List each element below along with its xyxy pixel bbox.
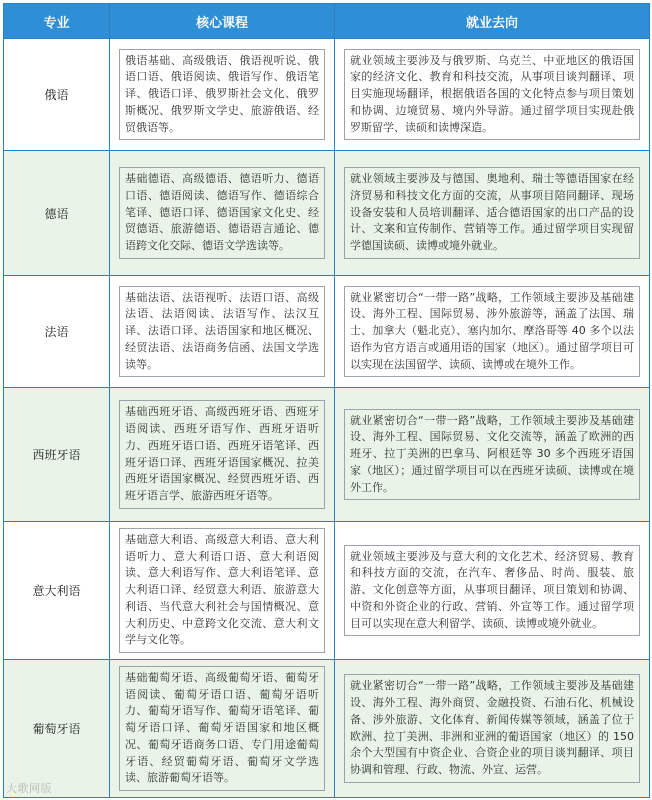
career-text: 就业领域主要涉及与意大利的文化艺术、经济贸易、教育和科技方面的交流，在汽车、奢侈品、时尚、服装、旅游、文化创意等方面，从事项目翻译、项目策划和协调、中资和外资企业的行政、营销、外宣等工作。通过留学项目可以实现在意大利留学、读硕、读博或境外就业。 (344, 545, 640, 637)
courses-cell (110, 522, 335, 660)
courses-cell (110, 388, 335, 522)
table-row-german (4, 151, 650, 276)
header-career: 就业去向 (335, 4, 650, 39)
courses-cell (110, 276, 335, 388)
table-row-italian (4, 522, 650, 660)
career-text: 就业领域主要涉及与德国、奥地利、瑞士等德语国家在经济贸易和科技文化方面的交流，从事项目陪同翻译、现场设备安装和人员培训翻译、适合德语国家的出口产品的设计、文案和宣传制作、营销等工作。通过留学项目实现留学德国读硕、读博或境外就业。 (344, 167, 640, 259)
major-cell: 法语 (4, 276, 110, 388)
table-row-spanish (4, 388, 650, 522)
career-text: 就业领域主要涉及与俄罗斯、乌克兰、中亚地区的俄语国家的经济文化、教育和科技交流，从事项目谈判翻译、项目实施现场翻译，根据俄语各国的文化特点参与项目策划和协调、边境贸易、境内外导游。通过留学项目实现赴俄罗斯留学、读硕和读博深造。 (344, 49, 640, 141)
table-header-row (4, 4, 650, 39)
courses-cell (110, 660, 335, 798)
courses-cell (110, 39, 335, 151)
courses-text: 基础意大利语、高级意大利语、意大利语听力、意大利语口语、意大利语阅读、意大利语写作、意大利语笔译、意大利语口译、经贸意大利语、旅游意大利语、当代意大利社会与国情概况、意大利历史、中意跨文化交流、意大利文学与文化等。 (119, 528, 325, 653)
career-cell (335, 151, 650, 276)
table-row-french (4, 276, 650, 388)
career-text: 就业紧密切合“一带一路”战略，工作领域主要涉及基础建设、海外工程、海外商贸、金融投资、石油石化、机械设备、涉外旅游、文化体育、新闻传媒等领域，涵盖了位于欧洲、拉丁美洲、非洲和亚洲的葡语国家（地区）的 150 余个大型国有中资企业、合资企业的项目谈判翻译、项目协调和管理、行政、物流、外宣、运营。 (344, 674, 640, 782)
courses-text: 基础法语、法语视听、法语口语、高级法语、法语阅读、法语写作、法汉互译、法语口译、法语国家和地区概况、经贸法语、法语商务信函、法国文学选读等。 (119, 286, 325, 378)
career-cell (335, 522, 650, 660)
career-cell (335, 660, 650, 798)
header-major: 专业 (4, 4, 110, 39)
major-cell: 西班牙语 (4, 388, 110, 522)
career-text: 就业紧密切合“一带一路”战略，工作领域主要涉及基础建设、海外工程、国际贸易、文化交流等，涵盖了欧洲的西班牙、拉丁美洲的巴拿马、阿根廷等 30 多个西班牙语国家（地区）；通过留学项目可以在西班牙读硕、读博或在境外工作。 (344, 409, 640, 501)
watermark: 大歌网版 (6, 782, 52, 795)
career-cell (335, 276, 650, 388)
major-cell: 葡萄牙语 (4, 660, 110, 798)
career-cell (335, 39, 650, 151)
table-row-portuguese (4, 660, 650, 798)
courses-text: 基础德语、高级德语、德语听力、德语口语、德语阅读、德语写作、德语综合笔译、德语口译、德语国家文化史、经贸德语、旅游德语、德语语言通论、德语跨文化交际、德语文学选读等。 (119, 167, 325, 259)
major-cell: 德语 (4, 151, 110, 276)
majors-table (3, 3, 650, 798)
courses-cell (110, 151, 335, 276)
table-row-russian (4, 39, 650, 151)
courses-text: 基础西班牙语、高级西班牙语、西班牙语阅读、西班牙语写作、西班牙语听力、西班牙语口语、西班牙语笔译、西班牙语口译、西班牙语国家概况、拉美西班牙语国家概况、经贸西班牙语、西班牙语言学、旅游西班牙语等。 (119, 400, 325, 508)
career-text: 就业紧密切合“一带一路”战略，工作领域主要涉及基础建设、海外工程、国际贸易、涉外旅游等，涵盖了法国、瑞士、加拿大（魁北克）、塞内加尔、摩洛哥等 40 多个以法语作为官方语言或通用语的国家（地区）。通过留学项目可以实现在法国留学、读硕、读博或在境外工作。 (344, 286, 640, 378)
courses-text: 基础葡萄牙语、高级葡萄牙语、葡萄牙语阅读、葡萄牙语口语、葡萄牙语听力、葡萄牙语写作、葡萄牙语笔译、葡萄牙语口译、葡萄牙语国家和地区概况、葡萄牙语商务口语、专门用途葡萄牙语、经贸葡萄牙语、葡萄牙文学选读、旅游葡萄牙语等。 (119, 666, 325, 791)
major-cell: 俄语 (4, 39, 110, 151)
career-cell (335, 388, 650, 522)
header-courses: 核心课程 (110, 4, 335, 39)
major-cell: 意大利语 (4, 522, 110, 660)
courses-text: 俄语基础、高级俄语、俄语视听说、俄语口语、俄语阅读、俄语写作、俄语笔译、俄语口译、俄罗斯社会文化、俄罗斯概况、俄罗斯文学史、旅游俄语、经贸俄语等。 (119, 49, 325, 141)
